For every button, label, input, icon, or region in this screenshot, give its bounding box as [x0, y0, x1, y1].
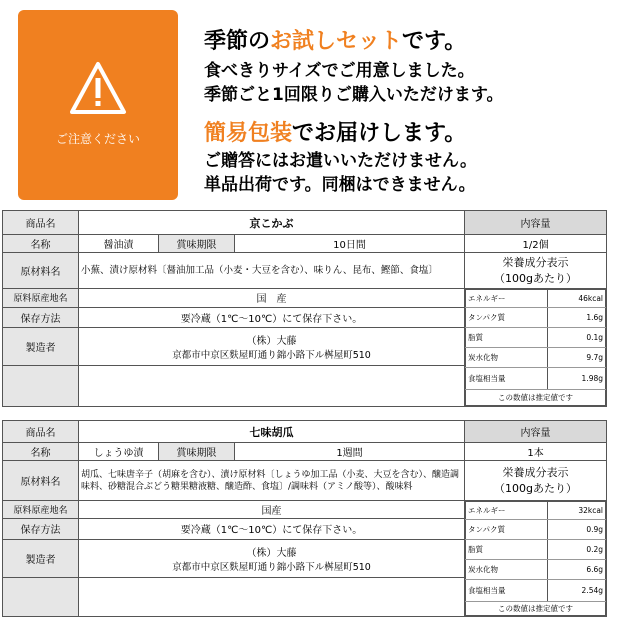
label-ingredients: 原材料名 — [3, 461, 79, 501]
blank-label-cell — [3, 365, 79, 406]
nutr-carb-label: 炭水化物 — [466, 560, 548, 580]
nutrition-basis: （100gあたり） — [494, 271, 577, 285]
nutr-carb-label: 炭水化物 — [466, 348, 548, 368]
name-value: 醤油漬 — [79, 235, 159, 253]
notice-line-5: ご贈答にはお遣いいただけません。 — [204, 151, 478, 171]
nutr-protein-value: 0.9g — [548, 520, 606, 540]
nutr-carb-value: 9.7g — [548, 348, 606, 368]
product-spec-table-2 — [2, 420, 607, 617]
nutr-salt-label: 食塩相当量 — [466, 580, 548, 602]
label-origin: 原料原産地名 — [3, 501, 79, 519]
nutr-energy-label: エネルギー — [466, 502, 548, 520]
origin-value: 国 産 — [79, 289, 465, 308]
maker-name: （株）大藤 — [246, 335, 297, 347]
nutr-carb-value: 6.6g — [548, 560, 606, 580]
nutr-energy-value: 46kcal — [548, 290, 606, 308]
notice-line-6: 単品出荷です。同梱はできません。 — [204, 175, 476, 195]
notice-section — [0, 0, 620, 206]
notice-line-2: 食べきりサイズでご用意しました。 — [204, 61, 475, 81]
label-best-before: 賞味期限 — [159, 235, 235, 253]
nutrition-header — [465, 461, 607, 501]
maker-address: 京都市中京区麩屋町通り錦小路下ル桝屋町510 — [172, 561, 371, 573]
product-name: 京こかぶ — [79, 211, 465, 235]
label-product-name: 商品名 — [3, 421, 79, 443]
best-before-value: 1週間 — [235, 443, 465, 461]
nutr-energy-label: エネルギー — [466, 290, 548, 308]
nutr-protein-label: タンパク質 — [466, 308, 548, 328]
nutr-salt-label: 食塩相当量 — [466, 368, 548, 390]
warning-icon — [68, 60, 128, 118]
nutrition-panel — [465, 501, 607, 617]
product-spec-table-1 — [2, 210, 607, 407]
notice-line-4: 簡易包装でお届けします。 — [204, 121, 467, 146]
blank-value-cell — [79, 578, 465, 617]
content-value: 1/2個 — [465, 235, 607, 253]
nutrition-header — [465, 253, 607, 289]
caution-label: ご注意ください — [55, 132, 140, 146]
label-maker: 製造者 — [3, 539, 79, 578]
nutrition-table — [465, 289, 606, 406]
nutrition-basis: （100gあたり） — [494, 481, 577, 495]
nutr-salt-value: 1.98g — [548, 368, 606, 390]
notice-line-1: 季節のお試しセットです。 — [204, 29, 467, 54]
ingredients-value: 胡瓜、七味唐辛子（胡麻を含む）、漬け原材料〔しょうゆ加工品（小麦、大豆を含む）、醸造調味料、砂糖混合ぶどう糖果糖液糖、醸造酢、食塩〕/調味料（アミノ酸等）、酸味料 — [79, 461, 465, 501]
label-product-name: 商品名 — [3, 211, 79, 235]
maker-name: （株）大藤 — [246, 547, 297, 559]
best-before-value: 10日間 — [235, 235, 465, 253]
label-maker: 製造者 — [3, 328, 79, 365]
estimate-note: この数値は推定値です — [466, 602, 606, 616]
estimate-note: この数値は推定値です — [466, 390, 606, 406]
label-name: 名称 — [3, 443, 79, 461]
blank-label-cell — [3, 578, 79, 617]
storage-value: 要冷蔵（1℃～10℃）にて保存下さい。 — [79, 307, 465, 328]
maker-address: 京都市中京区麩屋町通り錦小路下ル桝屋町510 — [172, 349, 371, 361]
nutrition-table — [465, 501, 606, 616]
label-name: 名称 — [3, 235, 79, 253]
label-storage: 保存方法 — [3, 307, 79, 328]
label-content: 内容量 — [465, 421, 607, 443]
label-ingredients: 原材料名 — [3, 253, 79, 289]
ingredients-value: 小蕪、漬け原材料〔醤油加工品（小麦・大豆を含む）、味りん、昆布、鰹節、食塩〕 — [79, 253, 465, 289]
label-origin: 原料原産地名 — [3, 289, 79, 308]
notice-line-3: 季節ごと1回限りご購入いただけます。 — [204, 85, 504, 105]
nutrition-title: 栄養成分表示 — [502, 255, 569, 269]
nutr-salt-value: 2.54g — [548, 580, 606, 602]
nutr-protein-label: タンパク質 — [466, 520, 548, 540]
caution-box — [18, 10, 178, 200]
nutrition-title: 栄養成分表示 — [502, 465, 569, 479]
nutr-fat-label: 脂質 — [466, 540, 548, 560]
nutr-fat-label: 脂質 — [466, 328, 548, 348]
label-content: 内容量 — [465, 211, 607, 235]
product-name: 七味胡瓜 — [79, 421, 465, 443]
nutrition-panel — [465, 289, 607, 407]
maker-value — [79, 539, 465, 578]
content-value: 1本 — [465, 443, 607, 461]
nutr-protein-value: 1.6g — [548, 308, 606, 328]
nutr-energy-value: 32kcal — [548, 502, 606, 520]
name-value: しょうゆ漬 — [79, 443, 159, 461]
storage-value: 要冷蔵（1℃～10℃）にて保存下さい。 — [79, 519, 465, 539]
origin-value: 国産 — [79, 501, 465, 519]
maker-value — [79, 328, 465, 365]
label-storage: 保存方法 — [3, 519, 79, 539]
blank-value-cell — [79, 365, 465, 406]
nutr-fat-value: 0.2g — [548, 540, 606, 560]
label-best-before: 賞味期限 — [159, 443, 235, 461]
nutr-fat-value: 0.1g — [548, 328, 606, 348]
